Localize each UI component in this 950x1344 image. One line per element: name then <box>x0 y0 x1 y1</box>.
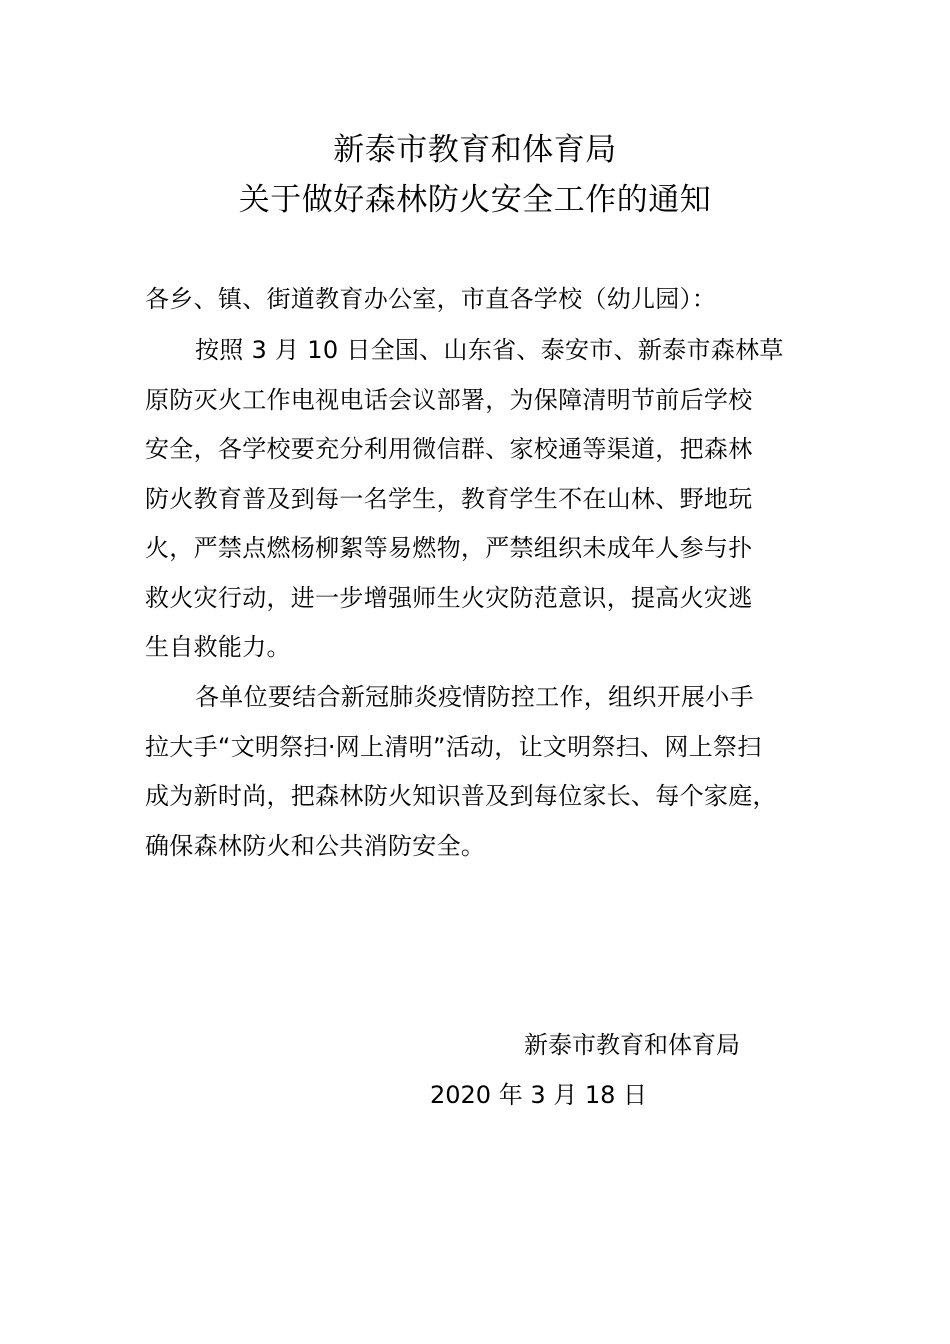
paragraph1-line: 防火教育普及到每一名学生，教育学生不在山林、野地玩 <box>145 485 753 513</box>
signature-date: 2020 年 3 月 18 日 <box>430 1081 648 1109</box>
paragraph1-line: 原防灭火工作电视电话会议部署，为保障清明节前后学校 <box>145 386 753 414</box>
title-line-1: 新泰市教育和体育局 <box>333 132 617 168</box>
paragraph2-line: 成为新时尚，把森林防火知识普及到每位家长、每个家庭， <box>145 782 777 810</box>
paragraph1-line: 安全，各学校要充分利用微信群、家校通等渠道，把森林 <box>145 435 753 463</box>
paragraph2-line: 各单位要结合新冠肺炎疫情防控工作，组织开展小手 <box>195 683 754 711</box>
paragraph1-line: 火，严禁点燃杨柳絮等易燃物，严禁组织未成年人参与扑 <box>145 534 753 562</box>
paragraph1-line: 生自救能力。 <box>145 633 291 661</box>
salutation: 各乡、镇、街道教育办公室，市直各学校（幼儿园）： <box>145 285 717 313</box>
paragraph1-line: 按照 3 月 10 日全国、山东省、泰安市、新泰市森林草 <box>195 336 784 364</box>
title-line-2: 关于做好森林防火安全工作的通知 <box>238 182 712 218</box>
paragraph2-line: 拉大手“文明祭扫·网上清明”活动，让文明祭扫、网上祭扫 <box>145 733 762 761</box>
paragraph2-line: 确保森林防火和公共消防安全。 <box>145 832 486 860</box>
paragraph1-line: 救火灾行动，进一步增强师生火灾防范意识，提高火灾逃 <box>145 584 753 612</box>
signature-organization: 新泰市教育和体育局 <box>524 1031 740 1059</box>
